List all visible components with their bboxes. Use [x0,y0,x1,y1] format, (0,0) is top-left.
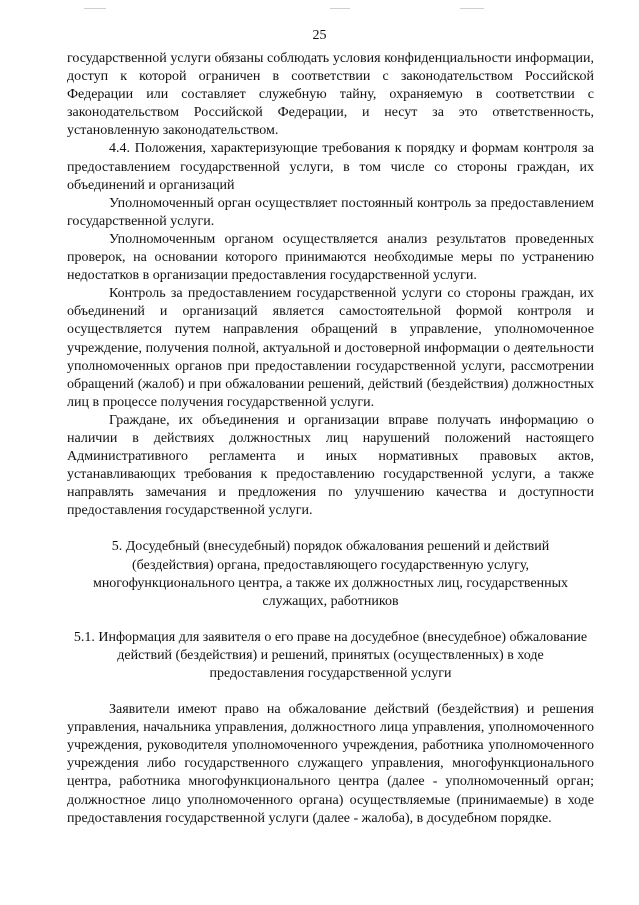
scan-artifact [460,8,484,9]
section-5-title: 5. Досудебный (внесудебный) порядок обжалования решений и действий (бездействия) органа, предоставляющего государственную услугу, многофункционального центра, а также их должностных лиц, государственных служащих, работников [92,539,569,609]
scan-artifact [330,8,350,9]
document-body [67,50,594,828]
paragraph-inspection-analysis: Уполномоченным органом осуществляется анализ результатов проведенных проверок, на основании которого принимаются необходимые меры по устранению недостатков в организации предоставления государственной услуги. [67,231,594,284]
scan-artifact [84,8,106,9]
page-number: 25 [312,28,327,43]
paragraph-citizen-rights: Граждане, их объединения и организации вправе получать информацию о наличии в действиях должностных лиц нарушений положений настоящего Административного регламента и иных нормативных правовых актов, устанавливающих требования к предоставлению государственной услуги, а также направлять замечания и предложения по улучшению качества и доступности предоставления государственной услуги. [67,412,594,519]
paragraph-constant-control: Уполномоченный орган осуществляет постоянный контроль за предоставлением государственной услуги. [67,195,594,229]
section-4-4-title: 4.4. Положения, характеризующие требования к порядку и формам контроля за предоставлением государственной услуги, в том числе со стороны граждан, их объединений и организаций [67,141,594,193]
paragraph-confidentiality: государственной услуги обязаны соблюдать условия конфиденциальности информации, доступ к которой ограничен в соответствии с законодательством Российской Федерации или составляет служебную тайну, охраняемую в соответствии с законодательством Российской Федерации, и несут за это ответственность, установленную законодательством. [67,51,594,139]
paragraph-appeal-right: Заявители имеют право на обжалование действий (бездействия) и решения управления, начальника управления, должностного лица управления, уполномоченного учреждения, руководителя уполномоченного учреждения, работника уполномоченного учреждения либо государственного служащего управления, многофункционального центра, работника многофункционального центра (далее - уполномоченный орган; должностное лицо уполномоченного органа) осуществляемые (принимаемые) в ходе предоставления государственной услуги (далее - жалоба), в досудебном порядке. [67,702,594,826]
paragraph-citizen-control: Контроль за предоставлением государственной услуги со стороны граждан, их объединений и организаций является самостоятельной формой контроля и осуществляется путем направления обращений в управление, уполномоченное учреждение, получения полной, актуальной и достоверной информации о деятельности уполномоченных органов при предоставлении государственной услуги, рассмотрении обращений (жалоб) и при обжаловании решений, действий (бездействия) должностных лиц в процессе получения государственной услуги. [67,286,594,410]
section-5-1-title: 5.1. Информация для заявителя о его праве на досудебное (внесудебное) обжалование действий (бездействия) и решений, принятых (осуществленных) в ходе предоставления государственной услуги [73,629,588,681]
